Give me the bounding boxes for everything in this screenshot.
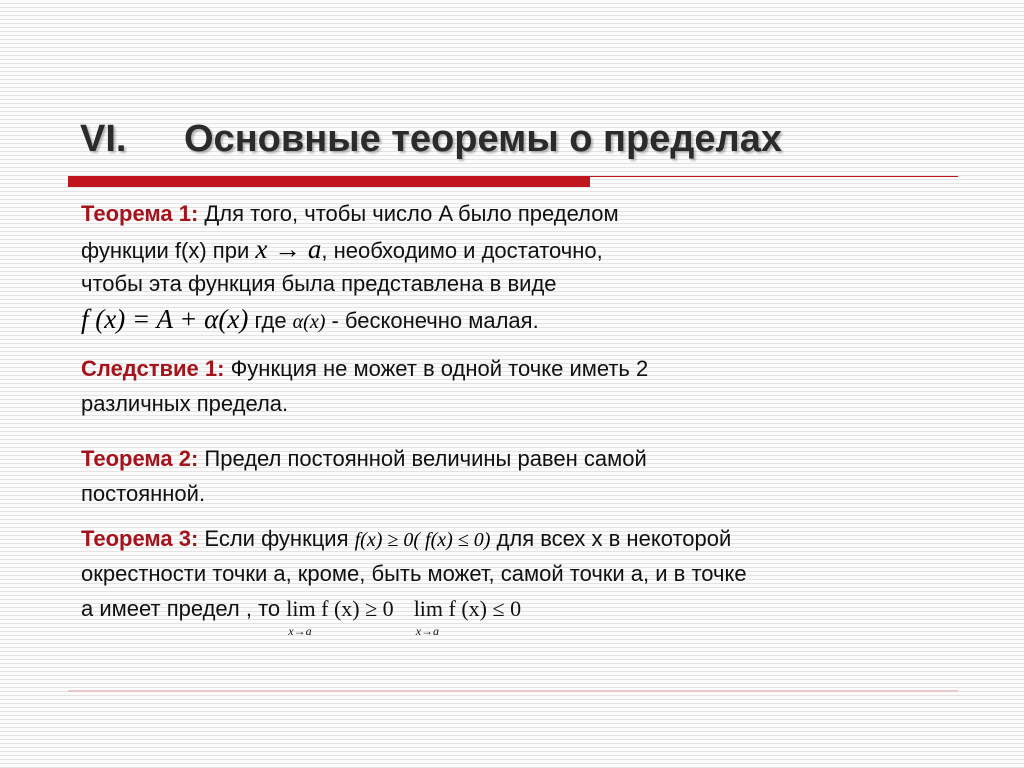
alpha-formula: α(x) (292, 311, 326, 333)
theorem3-label: Теорема 3: (81, 526, 199, 551)
theorem1-line4 (81, 306, 539, 335)
theorem2-line2: постоянной. (81, 481, 206, 506)
sign-condition-formula: f(x) ≥ 0( f(x) ≤ 0) (354, 529, 491, 551)
theorem3-text-1b: для всех x в некоторой (490, 526, 732, 551)
theorem1-text-2b: , необходимо и достаточно, (321, 238, 603, 263)
theorem3-line1 (81, 526, 731, 553)
theorem3-text-3: a имеет предел , то (81, 596, 287, 621)
corollary1-label: Следствие 1: (81, 356, 225, 381)
title-underline (68, 176, 590, 187)
limit-condition-formula: x → a (255, 234, 322, 264)
corollary1-line1 (81, 356, 648, 382)
theorem2-line1 (81, 446, 647, 472)
theorem1-label: Теорема 1: (81, 201, 199, 226)
theorem2-label: Теорема 2: (81, 446, 199, 471)
theorem1-text: Для того, чтобы число A было пределом (198, 201, 619, 226)
theorem3-line3 (81, 596, 522, 638)
slide-title (80, 118, 782, 161)
theorem1-where: где (248, 308, 293, 333)
theorem1-text-2a: функции f(x) при (81, 238, 256, 263)
theorem1-text-end: - бесконечно малая. (325, 308, 539, 333)
theorem1-line3: чтобы эта функция была представлена в виде (81, 271, 557, 296)
theorem1-line1 (81, 201, 619, 227)
lim2-subscript: x→a (415, 624, 440, 638)
theorem3-text-1a: Если функция (198, 526, 355, 551)
corollary1-text: Функция не может в одной точке иметь 2 (224, 356, 649, 381)
lim2-main: lim f (x) ≤ 0 (413, 596, 522, 621)
title-underline-thin (590, 176, 958, 177)
corollary1-line2: различных предела. (81, 391, 289, 416)
representation-formula: f (x) = A + α(x) (81, 304, 249, 334)
lim1-main: lim f (x) ≥ 0 (286, 596, 394, 621)
limit-nonnegative-formula (286, 596, 394, 638)
limit-nonpositive-formula (413, 596, 522, 638)
theorem2-text: Предел постоянной величины равен самой (198, 446, 647, 471)
title-text: Основные теоремы о пределах (184, 118, 782, 160)
section-number: VI. (80, 118, 127, 160)
footer-divider (68, 690, 958, 692)
theorem3-line2: окрестности точки a, кроме, быть может, самой точки a, и в точке (81, 561, 747, 586)
lim1-subscript: x→a (288, 624, 312, 638)
theorem1-line2 (81, 236, 603, 264)
